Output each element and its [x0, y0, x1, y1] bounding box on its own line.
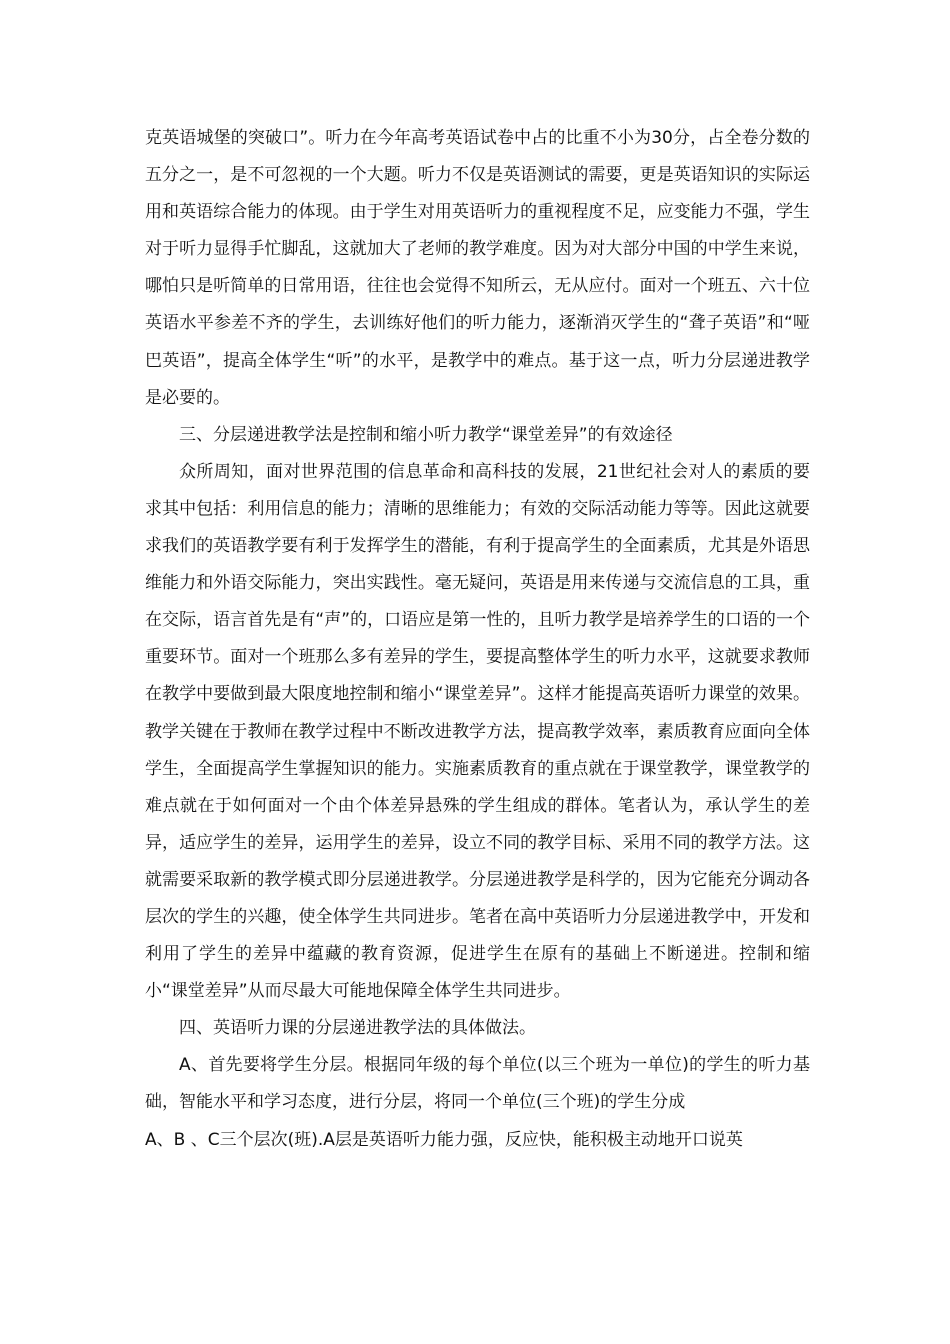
- section-heading-3: 三、分层递进教学法是控制和缩小听力教学“课堂差异”的有效途径: [179, 424, 673, 445]
- paragraph-step-a: A、首先要将学生分层。根据同年级的每个单位(以三个班为一单位)的学生的听力基础，智能水平和学习态度，进行分层，将同一个单位(三个班)的学生分成: [145, 1055, 810, 1113]
- paragraph-listening-importance: 克英语城堡的突破口”。听力在今年高考英语试卷中占的比重不小为30分，占全卷分数的五分之一，是不可忽视的一个大题。听力不仅是英语测试的需要，更是英语知识的实际运用和英语综合能力的体现。由于学生对用英语听力的重视程度不足，应变能力不强，学生对于听力显得手忙脚乱，这就加大了老师的教学难度。因为对大部分中国的中学生来说，哪怕只是听简单的日常用语，往往也会觉得不知所云，无从应付。面对一个班五、六十位英语水平参差不齐的学生，去训练好他们的听力能力，逐渐消灭学生的“聋子英语”和“哑巴英语”，提高全体学生“听”的水平，是教学中的难点。基于这一点，听力分层递进教学是必要的。: [145, 128, 810, 408]
- section-heading-4: 四、英语听力课的分层递进教学法的具体做法。: [179, 1018, 536, 1039]
- paragraph-layers-abc: A、B 、C三个层次(班).A层是英语听力能力强，反应快，能积极主动地开口说英: [145, 1129, 743, 1150]
- paragraph-layered-teaching: 众所周知，面对世界范围的信息革命和高科技的发展，21世纪社会对人的素质的要求其中包括：利用信息的能力；清晰的思维能力；有效的交际活动能力等等。因此这就要求我们的英语教学要有利于发挥学生的潜能，有利于提高学生的全面素质，尤其是外语思维能力和外语交际能力，突出实践性。毫无疑问，英语是用来传递与交流信息的工具，重在交际，语言首先是有“声”的，口语应是第一性的，且听力教学是培养学生的口语的一个重要环节。面对一个班那么多有差异的学生，要提高整体学生的听力水平，这就要求教师在教学中要做到最大限度地控制和缩小“课堂差异”。这样才能提高英语听力课堂的效果。教学关键在于教师在教学过程中不断改进教学方法，提高教学效率，素质教育应面向全体学生，全面提高学生掌握知识的能力。实施素质教育的重点就在于课堂教学，课堂教学的难点就在于如何面对一个由个体差异悬殊的学生组成的群体。笔者认为，承认学生的差异，适应学生的差异，运用学生的差异，设立不同的教学目标、采用不同的教学方法。这就需要采取新的教学模式即分层递进教学。分层递进教学是科学的，因为它能充分调动各层次的学生的兴趣，使全体学生共同进步。笔者在高中英语听力分层递进教学中，开发和利用了学生的差异中蕴藏的教育资源，促进学生在原有的基础上不断递进。控制和缩小“课堂差异”从而尽最大可能地保障全体学生共同进步。: [145, 461, 810, 1002]
- document-body: [145, 120, 810, 1159]
